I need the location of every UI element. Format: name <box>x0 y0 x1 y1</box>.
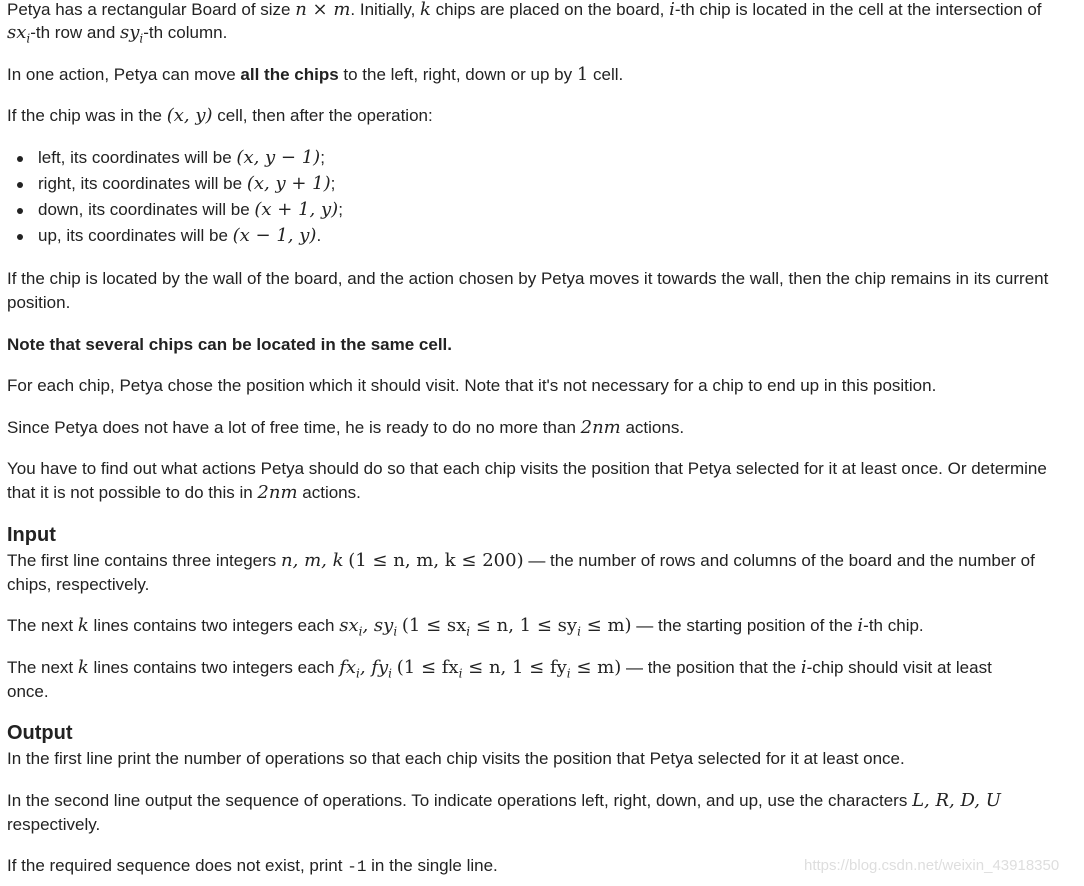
statement-line: $sx_i-th$ row and $sy_i-th$ column. <box>7 22 228 46</box>
input-line: once. <box>7 682 49 701</box>
list-item: down, its coordinates will be (x + 1, y); <box>38 199 343 220</box>
watermark: https://blog.csdn.net/weixin_43918350 <box>804 857 1060 874</box>
list-item: left, its coordinates will be (x, y − 1); <box>38 147 325 168</box>
input-line: The next k lines contains two integers each $fx_i$, $fy_i$ ($1 \le fx_i \le n$, $1 \le fy_i \le m$) — the position that the i-chip should visit at least <box>7 657 992 681</box>
input-line: The next k lines contains two integers each $sx_i$, $sy_i$ ($1 \le sx_i \le n$, $1 \le sy_i \le m$) — the starting position of the i-th chip. <box>7 615 924 639</box>
bullet-dot <box>17 156 23 162</box>
list-item: right, its coordinates will be (x, y + 1); <box>38 173 336 194</box>
statement-line: In one action, Petya can move all the chips to the left, right, down or up by 1 cell. <box>7 64 624 85</box>
bullet-dot <box>17 182 23 188</box>
output-line: In the second line output the sequence of operations. To indicate operations left, right, down, and up, use the characters L, R, D, U <box>7 790 1001 811</box>
bullet-dot <box>17 208 23 214</box>
statement-line: position. <box>7 293 71 312</box>
output-heading: Output <box>7 722 73 744</box>
statement-line: You have to find out what actions Petya should do so that each chip visits the position that Petya selected for it at least once. Or determine <box>7 459 1047 478</box>
bullet-dot <box>17 234 23 240</box>
output-line: respectively. <box>7 815 101 834</box>
list-item: up, its coordinates will be (x − 1, y). <box>38 225 322 246</box>
statement-line: Petya has a rectangular Board of size n × m. Initially, k chips are placed on the board, i-th chip is located in the cell at the intersection of <box>7 0 1042 20</box>
output-line: If the required sequence does not exist, print -1 in the single line. <box>7 856 498 876</box>
note-bold: Note that several chips can be located in the same cell. <box>7 335 452 354</box>
statement-line: For each chip, Petya chose the position which it should visit. Note that it's not necessary for a chip to end up in this position. <box>7 376 937 395</box>
statement-line: If the chip is located by the wall of the board, and the action chosen by Petya moves it towards the wall, then the chip remains in its current <box>7 269 1049 288</box>
input-line: chips, respectively. <box>7 575 150 594</box>
input-heading: Input <box>7 524 56 546</box>
input-line: The first line contains three integers n, m, k (1 ≤ n, m, k ≤ 200) — the number of rows and columns of the board and the number of <box>7 550 1035 571</box>
output-line: In the first line print the number of operations so that each chip visits the position that Petya selected for it at least once. <box>7 749 905 768</box>
statement-line: If the chip was in the (x, y) cell, then after the operation: <box>7 105 433 126</box>
statement-line: Since Petya does not have a lot of free time, he is ready to do no more than 2nm actions. <box>7 417 685 438</box>
statement-line: that it is not possible to do this in 2nm actions. <box>7 482 361 503</box>
